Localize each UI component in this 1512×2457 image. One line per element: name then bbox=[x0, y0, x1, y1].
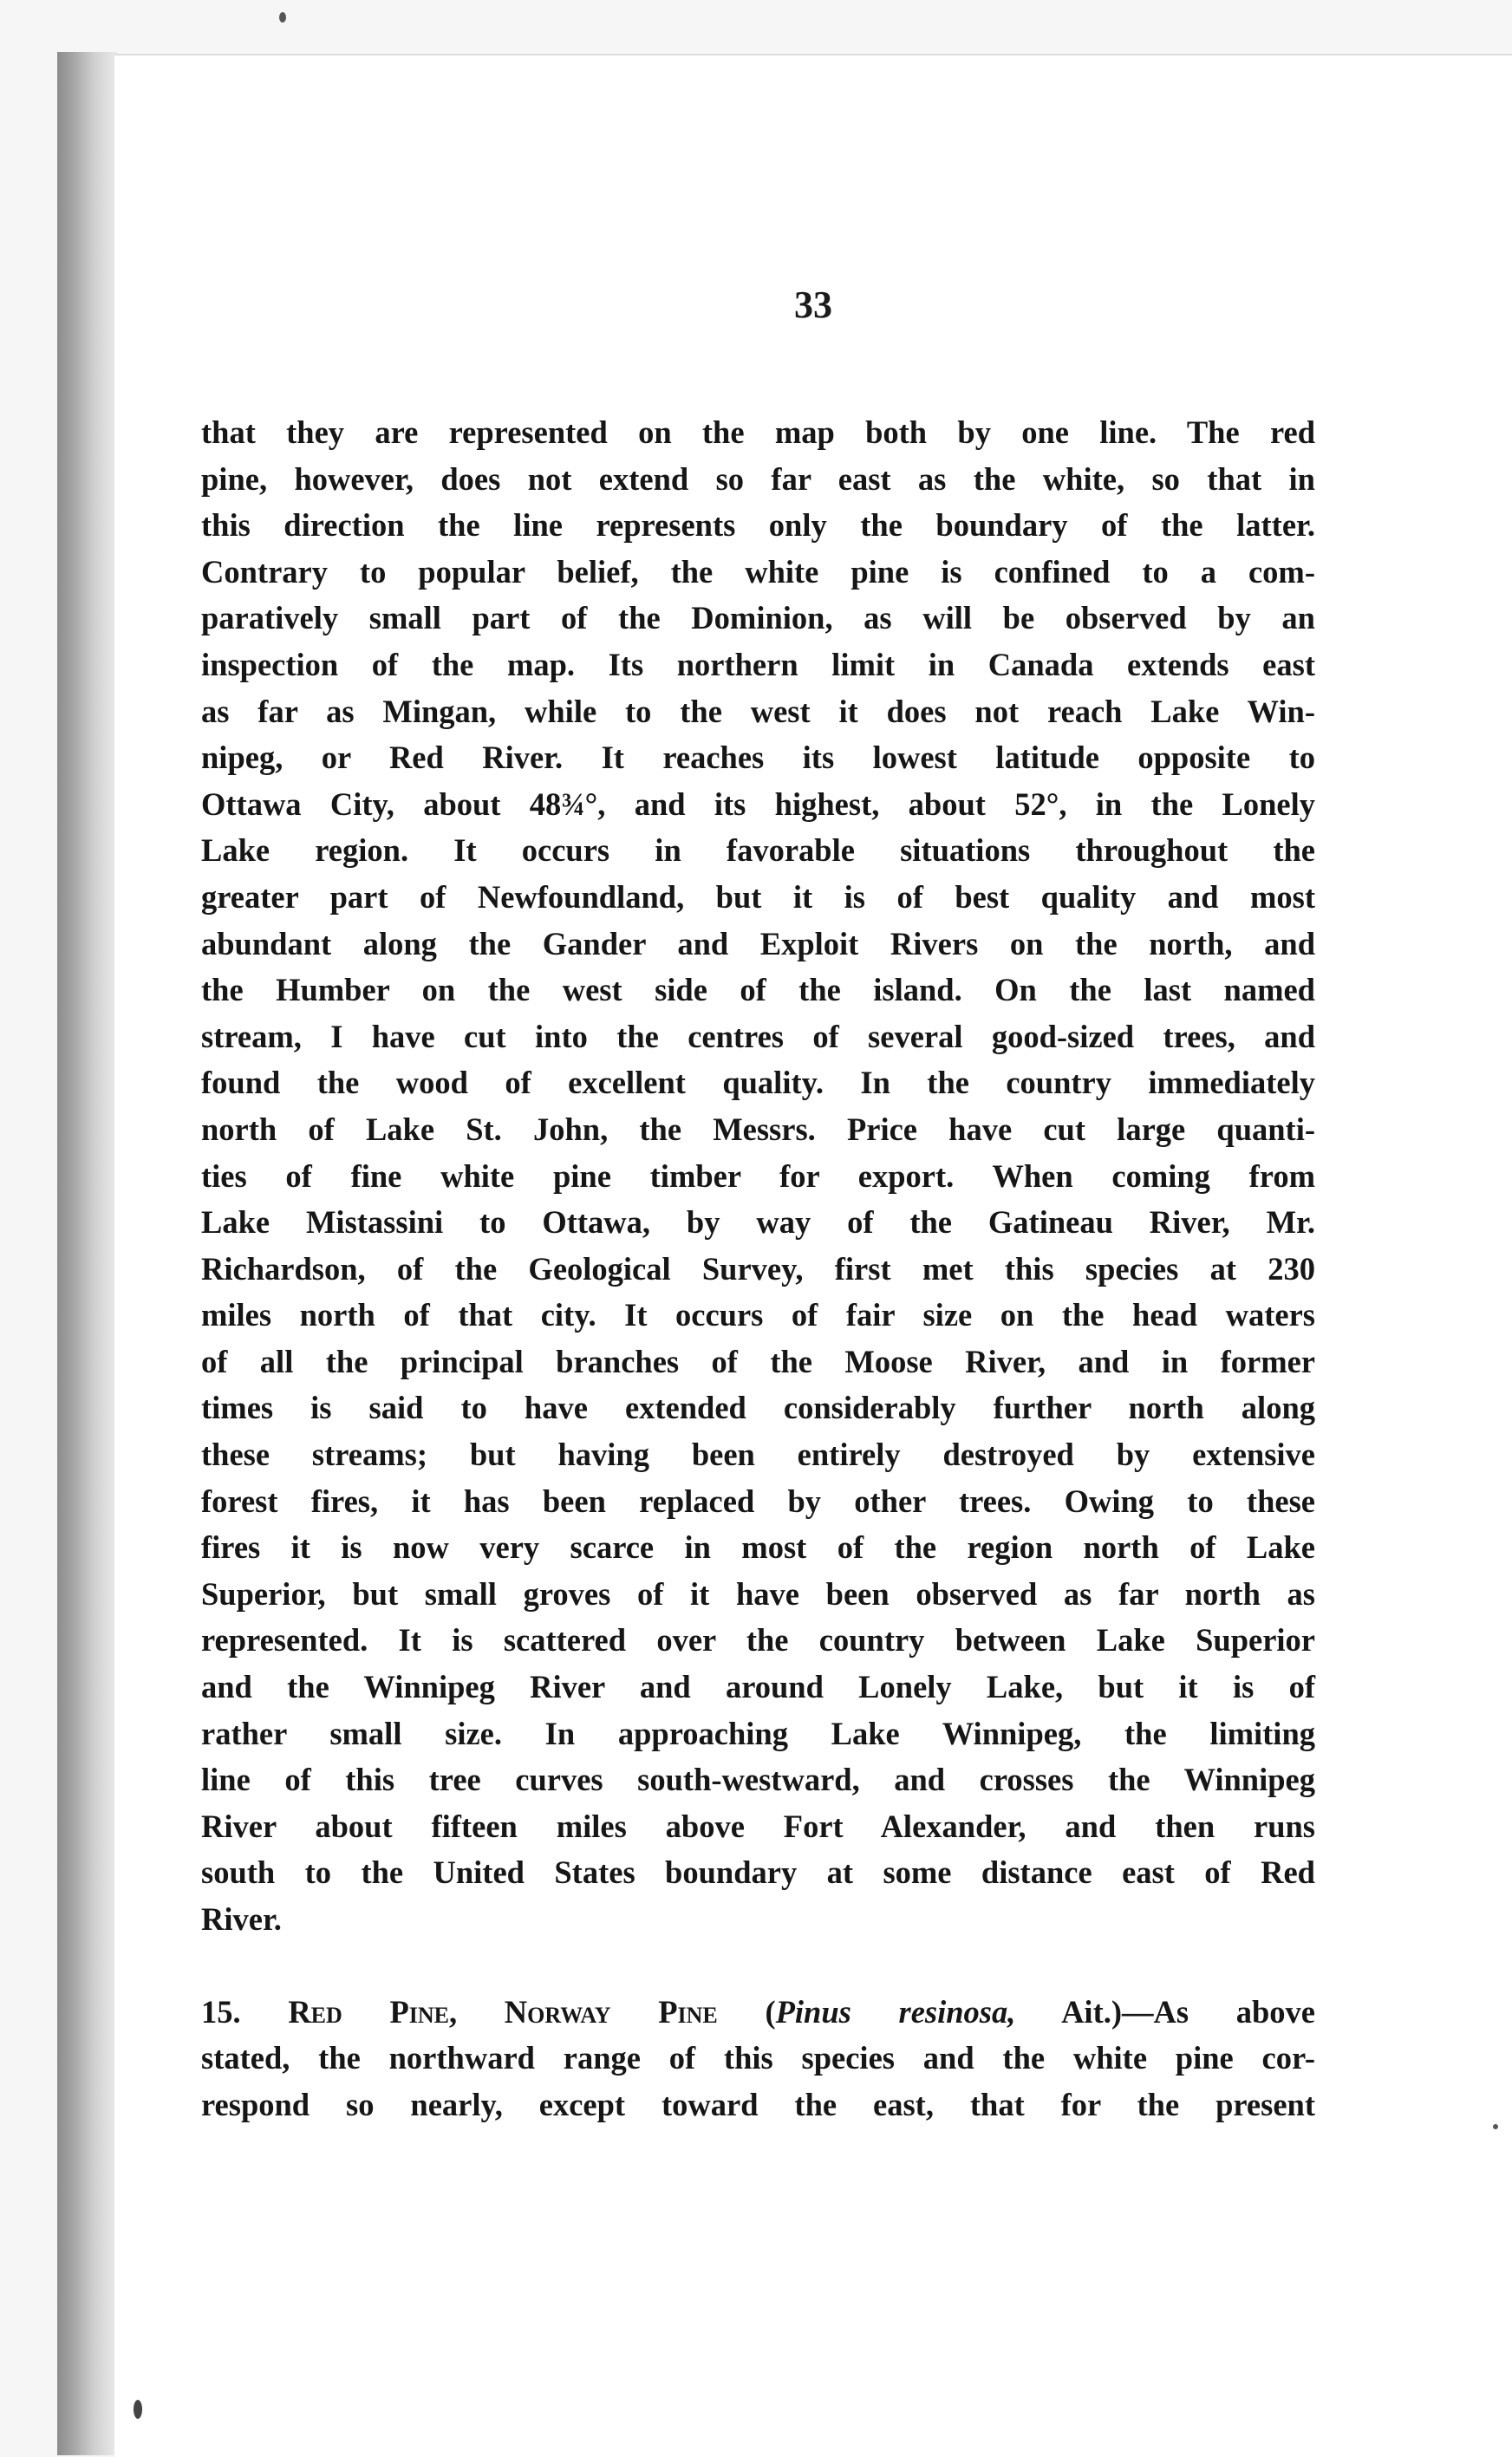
text-line: the Humber on the west side of the island. On the last named bbox=[201, 972, 1315, 1008]
heading-line-rest: —As above bbox=[1122, 1993, 1315, 2030]
text-line: forest fires, it has been replaced by other trees. Owing to these bbox=[201, 1483, 1315, 1519]
authority: Ait.) bbox=[1061, 1993, 1122, 2030]
text-line: line of this tree curves south-westward, and crosses the Winnipeg bbox=[201, 1762, 1315, 1798]
text-line: greater part of Newfoundland, but it is of best quality and most bbox=[201, 878, 1315, 915]
section-number: 15. bbox=[201, 1993, 241, 2030]
text-line: nipeg, or Red River. It reaches its lowest latitude opposite to bbox=[201, 740, 1315, 776]
scan-speck bbox=[134, 2400, 142, 2419]
text-line: Richardson, of the Geological Survey, first met this species at 230 bbox=[201, 1250, 1315, 1287]
paragraph-spacer bbox=[201, 1943, 1315, 1989]
text-line: Ottawa City, about 48¾°, and its highest, about 52°, in the Lonely bbox=[201, 785, 1315, 822]
text-line: stream, I have cut into the centres of several good-sized trees, and bbox=[201, 1018, 1315, 1054]
open-paren: ( bbox=[765, 1993, 776, 2030]
text-line: Lake Mistassini to Ottawa, by way of the Gatineau River, Mr. bbox=[201, 1204, 1315, 1241]
text-line: pine, however, does not extend so far east as the white, so that in bbox=[201, 460, 1315, 497]
body-text bbox=[201, 409, 1315, 2128]
text-line: miles north of that city. It occurs of fair size on the head waters bbox=[201, 1297, 1315, 1333]
text-line: respond so nearly, except toward the east, that for the present bbox=[201, 2086, 1315, 2122]
latin-name: Pinus resinosa, bbox=[775, 1993, 1016, 2030]
text-line: ties of fine white pine timber for export. When coming from bbox=[201, 1157, 1315, 1194]
book-gutter-shadow bbox=[57, 52, 118, 2455]
scan-speck bbox=[279, 12, 286, 23]
text-line: times is said to have extended considerably further north along bbox=[201, 1390, 1315, 1426]
scan-speck bbox=[1493, 2124, 1498, 2129]
text-line: these streams; but having been entirely destroyed by extensive bbox=[201, 1437, 1315, 1473]
text-line: found the wood of excellent quality. In the country immediately bbox=[201, 1065, 1315, 1101]
text-line: and the Winnipeg River and around Lonely Lake, but it is of bbox=[201, 1669, 1315, 1705]
text-line: north of Lake St. John, the Messrs. Price have cut large quanti- bbox=[201, 1111, 1315, 1147]
text-line: rather small size. In approaching Lake Winnipeg, the limiting bbox=[201, 1715, 1315, 1751]
page-number: 33 bbox=[794, 284, 832, 326]
section-15-red-pine bbox=[201, 1989, 1315, 2128]
text-line: Contrary to popular belief, the white pine is confined to a com- bbox=[201, 553, 1315, 590]
text-line: represented. It is scattered over the country between Lake Superior bbox=[201, 1622, 1315, 1659]
text-line: River. bbox=[201, 1901, 282, 1937]
text-line: inspection of the map. Its northern limit in Canada extends east bbox=[201, 646, 1315, 682]
book-page bbox=[114, 54, 1512, 2457]
paragraph-white-pine-range bbox=[201, 409, 1315, 1943]
section-heading-line bbox=[201, 1989, 1315, 2036]
text-line: stated, the northward range of this species and the white pine cor- bbox=[201, 2040, 1315, 2076]
text-line: River about fifteen miles above Fort Alexander, and then runs bbox=[201, 1808, 1315, 1844]
text-line: abundant along the Gander and Exploit Rivers on the north, and bbox=[201, 925, 1315, 961]
text-line: this direction the line represents only the boundary of the latter. bbox=[201, 507, 1315, 544]
text-line: that they are represented on the map both by one line. The red bbox=[201, 414, 1315, 450]
text-line: paratively small part of the Dominion, as will be observed by an bbox=[201, 600, 1315, 636]
text-line: of all the principal branches of the Moose River, and in former bbox=[201, 1343, 1315, 1379]
text-line: as far as Mingan, while to the west it does not reach Lake Win- bbox=[201, 693, 1315, 729]
section-heading: Red Pine, Norway Pine bbox=[288, 1993, 718, 2030]
text-line: Superior, but small groves of it have been observed as far north as bbox=[201, 1575, 1315, 1612]
text-line: south to the United States boundary at some distance east of Red bbox=[201, 1854, 1315, 1891]
text-line: fires it is now very scarce in most of the region north of Lake bbox=[201, 1529, 1315, 1566]
text-line: Lake region. It occurs in favorable situations throughout the bbox=[201, 832, 1315, 869]
